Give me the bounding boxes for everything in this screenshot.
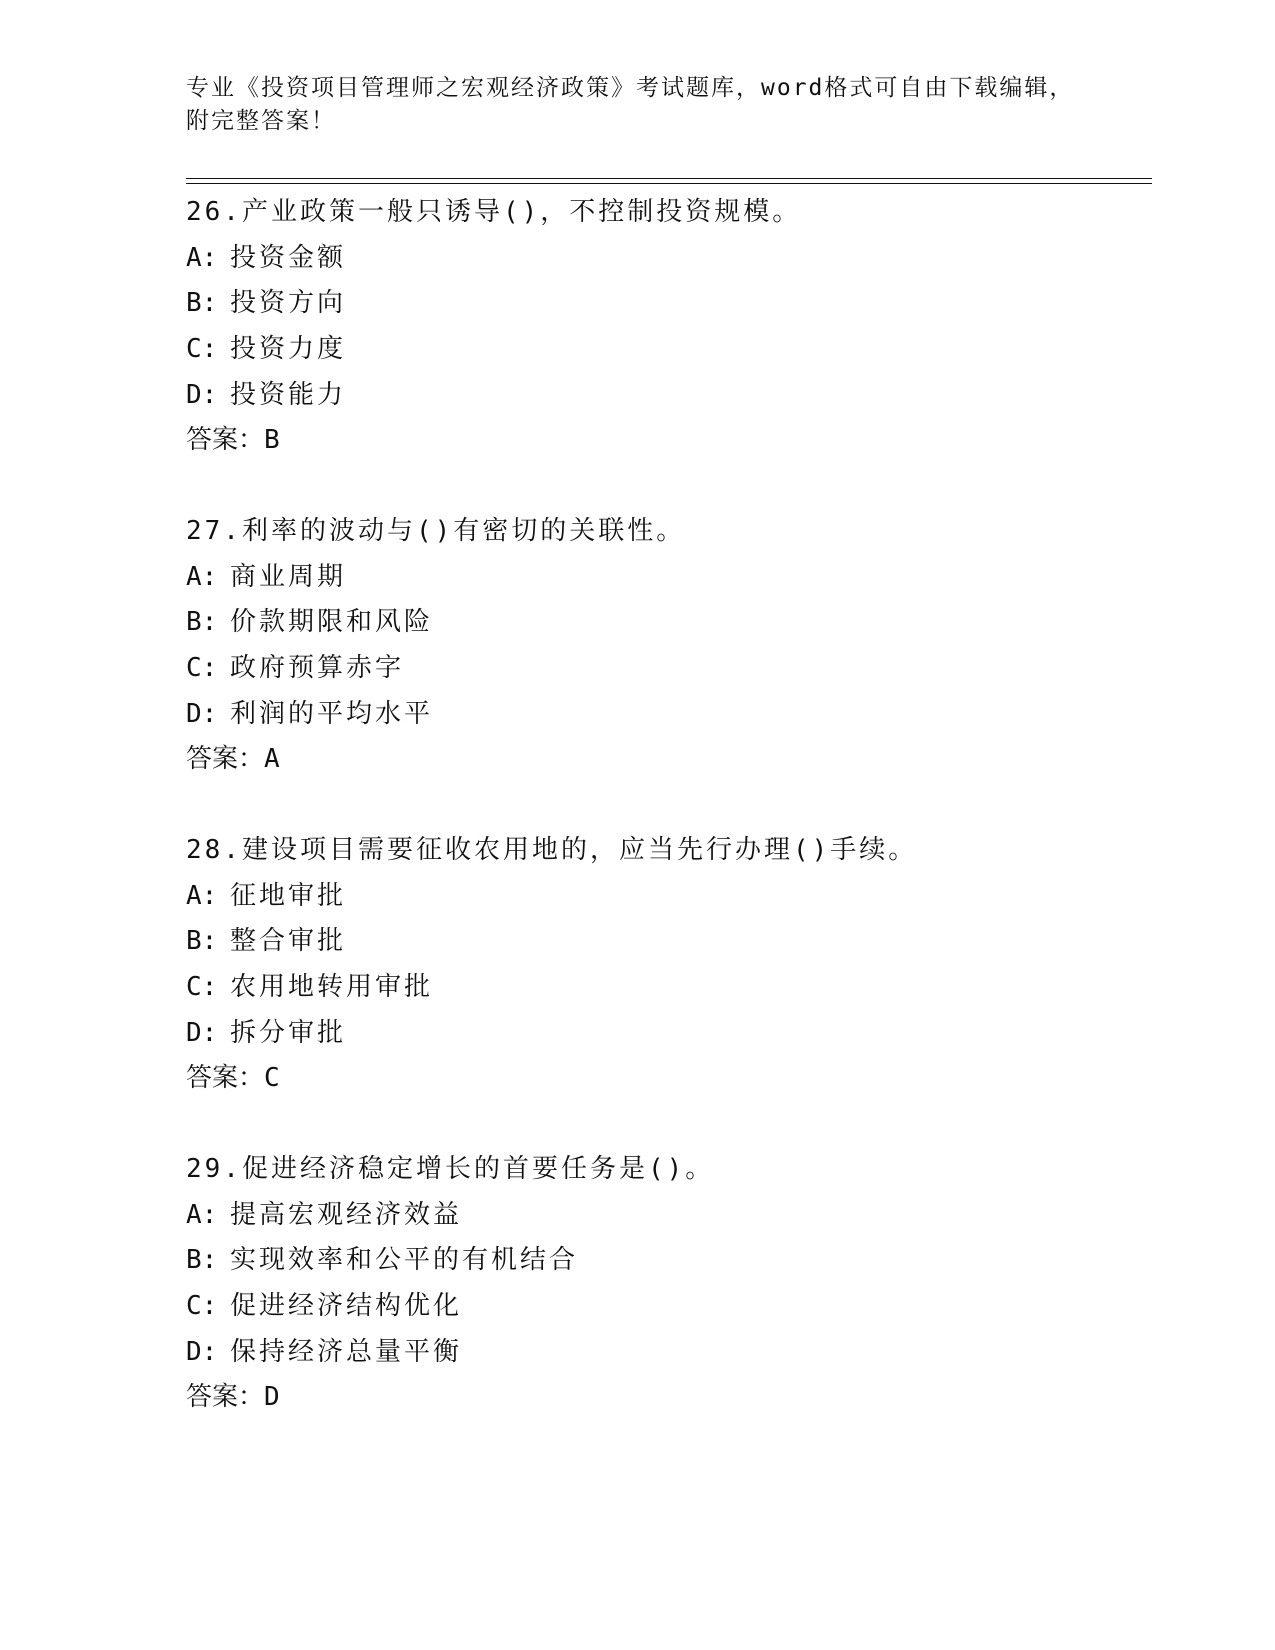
question-27 (186, 509, 1146, 828)
option-label: C: (186, 653, 218, 684)
option-label: B: (186, 607, 218, 638)
option-b (186, 1238, 1146, 1284)
option-text: 保持经济总量平衡 (230, 1336, 463, 1367)
option-b (186, 600, 1146, 646)
header-line-1: 专业《投资项目管理师之宏观经济政策》考试题库，word格式可自由下载编辑， (186, 75, 1075, 101)
option-a (186, 236, 1146, 282)
answer-label: 答案： (186, 1063, 265, 1094)
option-text: 价款期限和风险 (230, 607, 434, 638)
question-stem: 28.建设项目需要征收农用地的，应当先行办理()手续。 (186, 835, 918, 865)
option-text: 商业周期 (230, 561, 347, 592)
option-label: D: (186, 379, 218, 410)
question-list (186, 190, 1146, 1466)
option-text: 农用地转用审批 (230, 972, 434, 1003)
option-a (186, 874, 1146, 920)
option-text: 实现效率和公平的有机结合 (230, 1245, 579, 1276)
option-b (186, 281, 1146, 327)
document-header (186, 72, 1086, 138)
option-c (186, 1284, 1146, 1330)
option-label: A: (186, 561, 218, 592)
option-label: D: (186, 1017, 218, 1048)
header-divider-top (186, 178, 1152, 179)
option-text: 促进经济结构优化 (230, 1291, 463, 1322)
option-a (186, 555, 1146, 601)
question-28 (186, 828, 1146, 1147)
option-c (186, 327, 1146, 373)
option-label: B: (186, 1245, 218, 1276)
option-label: D: (186, 1336, 218, 1367)
answer-value: B (264, 425, 283, 456)
answer-line (186, 737, 1146, 783)
header-line-2: 附完整答案！ (186, 108, 336, 134)
option-b (186, 919, 1146, 965)
option-text: 投资能力 (230, 379, 347, 410)
option-label: C: (186, 334, 218, 365)
question-29 (186, 1147, 1146, 1466)
option-c (186, 965, 1146, 1011)
option-label: D: (186, 698, 218, 729)
question-stem: 29.促进经济稳定增长的首要任务是()。 (186, 1154, 715, 1184)
option-text: 投资方向 (230, 288, 347, 319)
option-d (186, 1011, 1146, 1057)
option-label: B: (186, 926, 218, 957)
answer-line (186, 1056, 1146, 1102)
question-stem: 26.产业政策一般只诱导()，不控制投资规模。 (186, 197, 802, 227)
option-text: 投资力度 (230, 334, 347, 365)
option-text: 投资金额 (230, 242, 347, 273)
option-text: 利润的平均水平 (230, 698, 434, 729)
option-label: C: (186, 1291, 218, 1322)
option-label: A: (186, 880, 218, 911)
answer-label: 答案： (186, 425, 265, 456)
header-divider-bottom (186, 183, 1152, 184)
answer-value: D (264, 1382, 283, 1413)
question-26 (186, 190, 1146, 509)
option-d (186, 373, 1146, 419)
option-text: 政府预算赤字 (230, 653, 405, 684)
answer-value: A (264, 744, 283, 775)
option-label: A: (186, 242, 218, 273)
option-d (186, 1330, 1146, 1376)
answer-line (186, 418, 1146, 464)
answer-value: C (264, 1063, 283, 1094)
answer-label: 答案： (186, 744, 265, 775)
option-label: A: (186, 1199, 218, 1230)
option-label: B: (186, 288, 218, 319)
option-d (186, 692, 1146, 738)
option-text: 拆分审批 (230, 1017, 347, 1048)
answer-label: 答案： (186, 1382, 265, 1413)
option-text: 整合审批 (230, 926, 347, 957)
option-label: C: (186, 972, 218, 1003)
option-c (186, 646, 1146, 692)
answer-line (186, 1375, 1146, 1421)
option-text: 征地审批 (230, 880, 347, 911)
option-a (186, 1193, 1146, 1239)
option-text: 提高宏观经济效益 (230, 1199, 463, 1230)
question-stem: 27.利率的波动与()有密切的关联性。 (186, 516, 686, 546)
